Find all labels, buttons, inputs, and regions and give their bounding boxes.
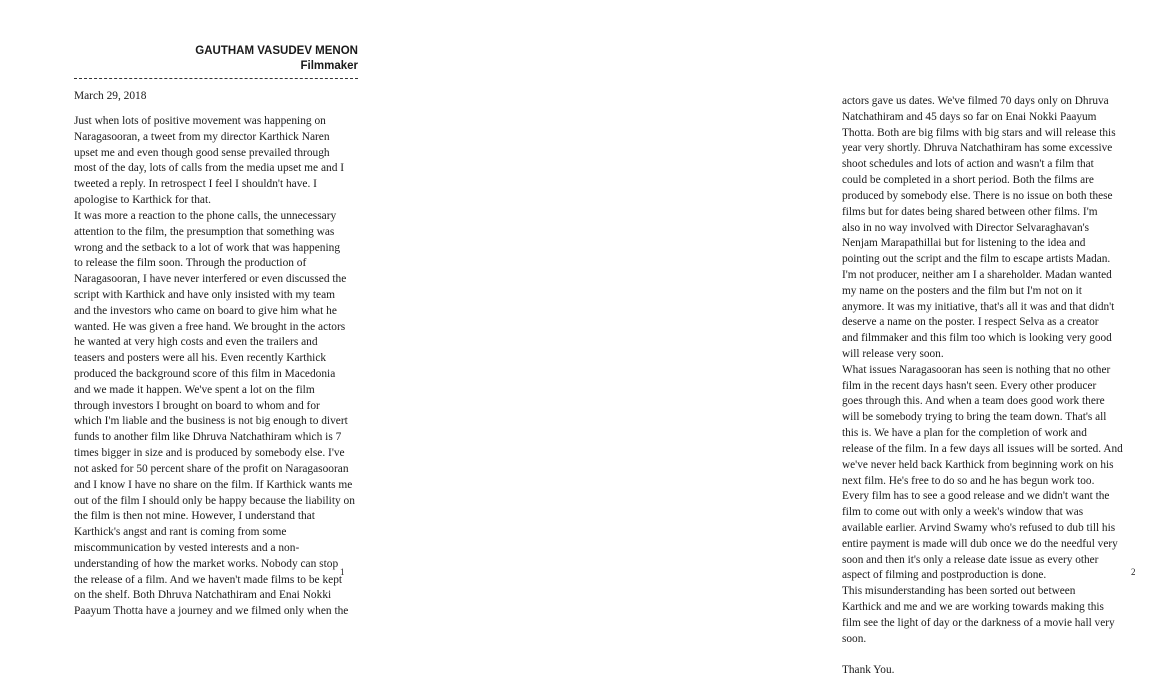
text-line: understanding of how the market works. Nobody can stop xyxy=(74,557,339,570)
text-line: on the shelf. Both Dhruva Natchathiram and Enai Nokki xyxy=(74,589,332,602)
author-role: Filmmaker xyxy=(300,60,358,72)
text-line: available earlier. Arvind Swamy who's refused to dub till his xyxy=(842,521,1116,534)
text-line: through investors I brought on board to whom and for xyxy=(74,399,320,412)
text-line: What issues Naragasooran has seen is nothing that no other xyxy=(842,363,1111,376)
text-line: shoot schedules and lots of action and wasn't a film that xyxy=(842,158,1094,171)
text-line: soon. xyxy=(842,632,867,645)
page-2 xyxy=(400,0,1136,677)
text-line: Every film has to see a good release and we didn't want the xyxy=(842,490,1110,503)
text-line: aspect of filming and postproduction is done. xyxy=(842,569,1047,582)
text-line: year very shortly. Dhruva Natchathiram has some excessive xyxy=(842,142,1113,155)
text-line: tweeted a reply. In retrospect I feel I shouldn't have. I xyxy=(74,178,317,191)
text-line: film see the light of day or the darkness of a movie hall very xyxy=(842,616,1115,629)
header-divider xyxy=(74,78,358,79)
text-line: which I'm liable and the business is not big enough to divert xyxy=(74,415,348,428)
text-line: not asked for 50 percent share of the profit on Naragasooran xyxy=(74,462,349,475)
text-line: anymore. It was my initiative, that's all it was and that didn't xyxy=(842,300,1115,313)
text-line: we've never held back Karthick from beginning work on his xyxy=(842,458,1114,471)
text-line: my name on the posters and the film but I'm not on it xyxy=(842,284,1082,297)
text-line: Thotta. Both are big films with big stars and will release this xyxy=(842,126,1116,139)
text-line: Karthick's angst and rant is coming from some xyxy=(74,526,287,539)
text-line: also in no way involved with Director Selvaraghavan's xyxy=(842,221,1090,234)
text-line: and filmmaker and this film too which is looking very good xyxy=(842,332,1112,345)
text-line: script with Karthick and have only insisted with my team xyxy=(74,288,335,301)
page-2-body xyxy=(842,94,1162,679)
text-line: the release of a film. And we haven't made films to be kept xyxy=(74,573,343,586)
text-line: will be somebody trying to bring the team down. That's all xyxy=(842,411,1107,424)
text-line: funds to another film like Dhruva Natchathiram which is 7 xyxy=(74,431,342,444)
text-line: produced the background score of this film in Macedonia xyxy=(74,368,336,380)
author-name: GAUTHAM VASUDEV MENON xyxy=(195,45,358,57)
text-line: next film. He's free to do so and he has begun work too. xyxy=(842,474,1095,487)
text-line: to release the film soon. Through the production of xyxy=(74,257,307,270)
text-line: and we made it happen. We've spent a lot on the film xyxy=(74,383,315,396)
text-line: deserve a name on the poster. I respect Selva as a creator xyxy=(842,316,1099,329)
text-line: film to come out with only a week's window that was xyxy=(842,506,1084,519)
text-line: It was more a reaction to the phone calls, the unnecessary xyxy=(74,209,337,222)
text-line: Just when lots of positive movement was happening on xyxy=(74,115,326,127)
text-line: the film is then not mine. However, I understand that xyxy=(74,510,315,523)
closing-line: Thank You. xyxy=(842,664,895,677)
text-line: Naragasooran, a tweet from my director Karthick Naren xyxy=(74,130,330,143)
letter-date: March 29, 2018 xyxy=(74,90,147,102)
text-line: and the investors who came on board to give him what he xyxy=(74,304,337,317)
text-line: most of the day, lots of calls from the media upset me and I xyxy=(74,162,345,175)
text-line: This misunderstanding has been sorted out between xyxy=(842,585,1076,598)
text-line: will release very soon. xyxy=(842,348,944,360)
text-line: actors gave us dates. We've filmed 70 days only on Dhruva xyxy=(842,95,1109,107)
text-line: goes through this. And when a team does good work there xyxy=(842,395,1105,408)
text-line: apologise to Karthick for that. xyxy=(74,194,211,207)
text-line: this is. We have a plan for the completion of work and xyxy=(842,427,1087,440)
text-line: times bigger in size and is produced by somebody else. I've xyxy=(74,447,345,460)
text-line: release of the film. In a few days all issues will be sorted. And xyxy=(842,442,1123,455)
text-line: Naragasooran, I have never interfered or even discussed the xyxy=(74,273,347,286)
text-line: film in the recent days hasn't seen. Every other producer xyxy=(842,379,1097,392)
text-line: wanted. He was given a free hand. We brought in the actors xyxy=(74,320,346,333)
page-number-2: 2 xyxy=(1131,567,1136,577)
text-line: Nenjam Marapathillai but for listening to the idea and xyxy=(842,237,1086,250)
text-line: Paayum Thotta have a journey and we filmed only when the xyxy=(74,605,349,618)
text-line: could be completed in a short period. Both the films are xyxy=(842,174,1094,187)
text-line: wrong and the setback to a lot of work that was happening xyxy=(74,241,341,254)
text-line: pointing out the script and the film to escape artists Madan. xyxy=(842,253,1111,266)
page-1 xyxy=(0,0,400,618)
text-line: soon and then it's only a release date issue as every other xyxy=(842,553,1099,566)
letter-header xyxy=(74,44,358,74)
text-line: and I know I have no share on the film. If Karthick wants me xyxy=(74,478,353,491)
text-line: I'm not producer, neither am I a shareholder. Madan wanted xyxy=(842,268,1112,281)
text-line: he wanted at very high costs and even the trailers and xyxy=(74,336,318,349)
text-line: Natchathiram and 45 days so far on Enai Nokki Paayum xyxy=(842,110,1097,123)
text-line: Karthick and me and we are working towards making this xyxy=(842,601,1104,613)
text-line: teasers and posters were all his. Even recently Karthick xyxy=(74,352,327,365)
text-line: entire payment is made will dub once we do the needful very xyxy=(842,537,1118,550)
page-number-1: 1 xyxy=(340,567,345,577)
text-line: upset me and even though good sense prevailed through xyxy=(74,146,330,159)
text-line: out of the film I should only be happy because the liability on xyxy=(74,494,355,507)
page-1-body xyxy=(74,114,374,620)
text-line: films but for dates being shared between other films. I'm xyxy=(842,205,1098,218)
paragraph-gap xyxy=(842,647,1162,663)
text-line: attention to the film, the presumption that something was xyxy=(74,225,335,238)
text-line: miscommunication by vested interests and a non- xyxy=(74,541,300,554)
text-line: produced by somebody else. There is no issue on both these xyxy=(842,189,1113,202)
